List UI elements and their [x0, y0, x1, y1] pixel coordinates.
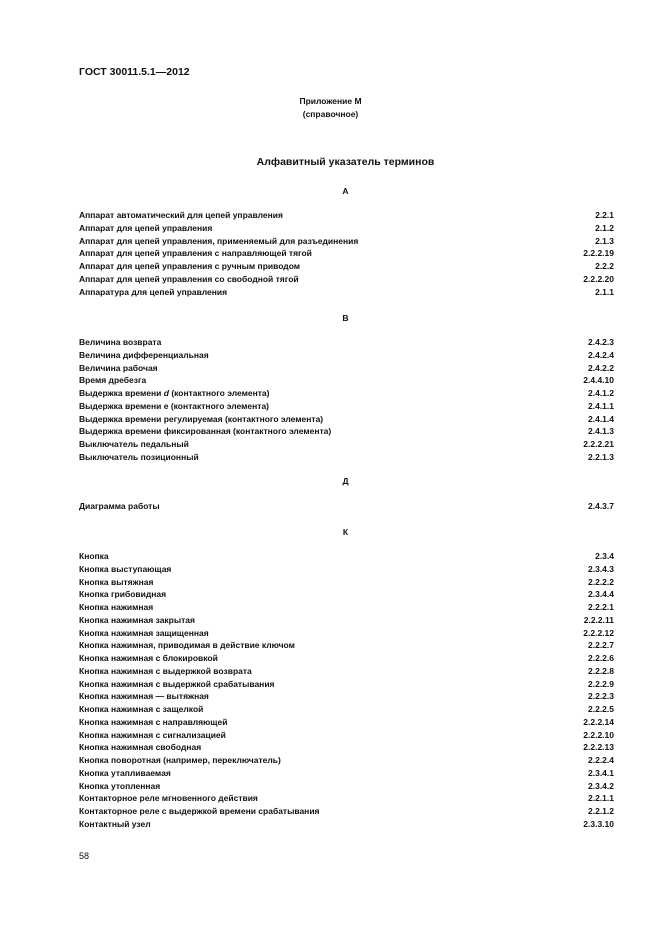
- entry-ref: 2.1.2: [595, 222, 614, 233]
- entry-term: Величина рабочая: [79, 362, 158, 373]
- entry-term-part: (контактного элемента): [168, 388, 270, 398]
- entry-ref: 2.2.2.12: [583, 627, 614, 638]
- section-d-entries: [79, 500, 614, 513]
- index-entry: [79, 235, 614, 248]
- index-entry: [79, 273, 614, 286]
- entry-ref: 2.4.4.10: [583, 375, 614, 386]
- entry-ref: 2.2.2.19: [583, 248, 614, 259]
- index-entry: [79, 413, 614, 426]
- section-letter-v: В: [342, 313, 349, 323]
- index-entry: [79, 767, 614, 780]
- index-entry: [79, 601, 614, 614]
- entry-ref: 2.4.2.4: [588, 349, 614, 360]
- entry-term: Кнопка утопленная: [79, 780, 161, 791]
- index-entry: [79, 451, 614, 464]
- index-entry: [79, 349, 614, 362]
- index-entry: [79, 754, 614, 767]
- entry-ref: 2.4.1.1: [588, 400, 614, 411]
- entry-ref: 2.1.3: [595, 235, 614, 246]
- entry-term: Аппаратура для цепей управления: [79, 286, 228, 297]
- index-entry: [79, 387, 614, 400]
- entry-term: Кнопка: [79, 551, 109, 561]
- entry-term-part: Выдержка времени: [79, 388, 164, 398]
- index-entry: [79, 260, 614, 273]
- entry-ref: 2.4.3.7: [588, 501, 614, 511]
- entry-ref: 2.2.1.3: [588, 451, 614, 462]
- entry-ref: 2.2.2.4: [588, 755, 614, 765]
- entry-ref: 2.3.4: [595, 551, 614, 561]
- index-entry: [79, 336, 614, 349]
- index-entry: [79, 690, 614, 703]
- entry-ref: 2.2.2.21: [583, 439, 614, 449]
- entry-term: Кнопка нажимная с выдержкой срабатывания: [79, 678, 275, 689]
- appendix-subtitle: (справочное): [302, 109, 359, 119]
- entry-term: Кнопка нажимная — вытяжная: [79, 691, 209, 702]
- entry-term: Аппарат для цепей управления: [79, 222, 213, 233]
- entry-term: Аппарат для цепей управления с ручным приводом: [79, 261, 301, 271]
- index-entry: [79, 818, 614, 831]
- index-entry: [79, 805, 614, 818]
- entry-term: Аппарат для цепей управления с направляющей тягой: [79, 248, 312, 259]
- entry-ref: 2.3.4.2: [588, 780, 614, 791]
- index-entry: [79, 576, 614, 589]
- index-entry: [79, 425, 614, 438]
- index-entry: [79, 729, 614, 742]
- entry-ref: 2.2.1.1: [588, 793, 614, 804]
- entry-ref: 2.2.2.9: [588, 678, 614, 689]
- entry-term: Кнопка вытяжная: [79, 576, 154, 587]
- entry-ref: 2.2.2.8: [588, 665, 614, 676]
- entry-term: Выдержка времени фиксированная (контактного элемента): [79, 426, 332, 437]
- entry-term: Кнопка поворотная (например, переключатель): [79, 755, 281, 765]
- index-entry: [79, 438, 614, 451]
- entry-ref: 2.2.2: [595, 261, 614, 271]
- appendix-title: Приложение М: [299, 96, 362, 106]
- entry-term: Выдержка времени e (контактного элемента): [79, 400, 269, 411]
- entry-ref: 2.3.4.1: [588, 767, 614, 778]
- index-entry: [79, 627, 614, 640]
- entry-ref: 2.2.2.5: [588, 704, 614, 714]
- section-letter-k: К: [342, 527, 349, 537]
- index-entry: [79, 563, 614, 576]
- entry-term: Кнопка грибовидная: [79, 589, 167, 600]
- entry-ref: 2.2.1: [595, 210, 614, 220]
- entry-term: Время дребезга: [79, 375, 147, 386]
- section-v-entries: [79, 336, 614, 464]
- entry-term: [79, 387, 269, 400]
- entry-ref: 2.4.1.4: [588, 413, 614, 424]
- entry-ref: 2.2.2.10: [583, 729, 614, 740]
- index-entry: [79, 716, 614, 729]
- index-entry: [79, 286, 614, 299]
- index-entry: [79, 703, 614, 716]
- entry-ref: 2.2.2.7: [588, 640, 614, 651]
- index-entry: [79, 362, 614, 375]
- entry-term: Кнопка утапливаемая: [79, 767, 171, 778]
- entry-ref: 2.3.4.4: [588, 589, 614, 600]
- entry-ref: 2.2.2.2: [588, 576, 614, 587]
- index-entry: [79, 247, 614, 260]
- entry-term: Аппарат для цепей управления, применяемый для разъединения: [79, 235, 359, 246]
- section-k-entries: [79, 550, 614, 831]
- entry-ref: 2.3.3.10: [583, 818, 614, 829]
- entry-term: Кнопка нажимная с сигнализацией: [79, 729, 226, 740]
- index-entry: [79, 550, 614, 563]
- section-letter-d: Д: [342, 476, 349, 486]
- entry-term: Аппарат автоматический для цепей управления: [79, 210, 283, 220]
- entry-term: Кнопка нажимная, приводимая в действие ключом: [79, 640, 295, 651]
- entry-ref: 2.4.2.3: [588, 337, 614, 347]
- index-entry: [79, 222, 614, 235]
- section-letter-a: А: [342, 186, 349, 196]
- index-entry: [79, 639, 614, 652]
- entry-term: Кнопка нажимная закрытая: [79, 614, 195, 625]
- entry-ref: 2.2.2.6: [588, 653, 614, 663]
- index-entry: [79, 209, 614, 222]
- index-entry: [79, 741, 614, 754]
- entry-term: Величина возврата: [79, 337, 162, 347]
- entry-ref: 2.2.2.20: [583, 273, 614, 284]
- entry-ref: 2.4.1.2: [588, 388, 614, 398]
- entry-term: Аппарат для цепей управления со свободной тягой: [79, 273, 299, 284]
- index-entry: [79, 792, 614, 805]
- index-entry: [79, 400, 614, 413]
- entry-term: Кнопка нажимная с защелкой: [79, 704, 204, 714]
- section-a-entries: [79, 209, 614, 298]
- index-entry: [79, 678, 614, 691]
- entry-ref: 2.2.2.3: [588, 691, 614, 702]
- index-entry: [79, 588, 614, 601]
- page-number: 58: [79, 851, 90, 861]
- entry-term: Контакторное реле мгновенного действия: [79, 793, 258, 804]
- index-title: Алфавитный указатель терминов: [256, 156, 435, 168]
- entry-ref: 2.4.1.3: [588, 426, 614, 437]
- index-entry: [79, 652, 614, 665]
- entry-term-italic: d: [163, 388, 169, 398]
- index-entry: [79, 780, 614, 793]
- entry-ref: 2.4.2.2: [588, 362, 614, 373]
- entry-term: Выключатель позиционный: [79, 451, 199, 462]
- entry-term: Кнопка нажимная свободная: [79, 742, 202, 753]
- index-entry: [79, 500, 614, 513]
- index-entry: [79, 374, 614, 387]
- document-header: ГОСТ 30011.5.1—2012: [79, 66, 190, 78]
- entry-term: Выдержка времени регулируемая (контактного элемента): [79, 413, 324, 424]
- entry-term: Контакторное реле с выдержкой времени срабатывания: [79, 806, 320, 816]
- entry-ref: 2.2.2.1: [588, 602, 614, 612]
- entry-ref: 2.2.2.11: [583, 614, 614, 625]
- entry-ref: 2.1.1: [595, 286, 614, 297]
- entry-ref: 2.3.4.3: [588, 563, 614, 574]
- index-entry: [79, 614, 614, 627]
- index-entry: [79, 665, 614, 678]
- entry-term: Кнопка нажимная с направляющей: [79, 716, 228, 727]
- entry-ref: 2.2.1.2: [588, 806, 614, 816]
- entry-ref: 2.2.2.14: [583, 716, 614, 727]
- entry-term: Кнопка нажимная с блокировкой: [79, 653, 218, 663]
- entry-term: Кнопка нажимная с выдержкой возврата: [79, 665, 252, 676]
- entry-term: Кнопка нажимная защищенная: [79, 627, 209, 638]
- entry-term: Величина дифференциальная: [79, 349, 209, 360]
- entry-ref: 2.2.2.13: [583, 742, 614, 753]
- entry-term: Кнопка нажимная: [79, 602, 154, 612]
- entry-term: Диаграмма работы: [79, 501, 160, 511]
- entry-term: Кнопка выступающая: [79, 563, 172, 574]
- entry-term: Выключатель педальный: [79, 439, 189, 449]
- entry-term: Контактный узел: [79, 818, 151, 829]
